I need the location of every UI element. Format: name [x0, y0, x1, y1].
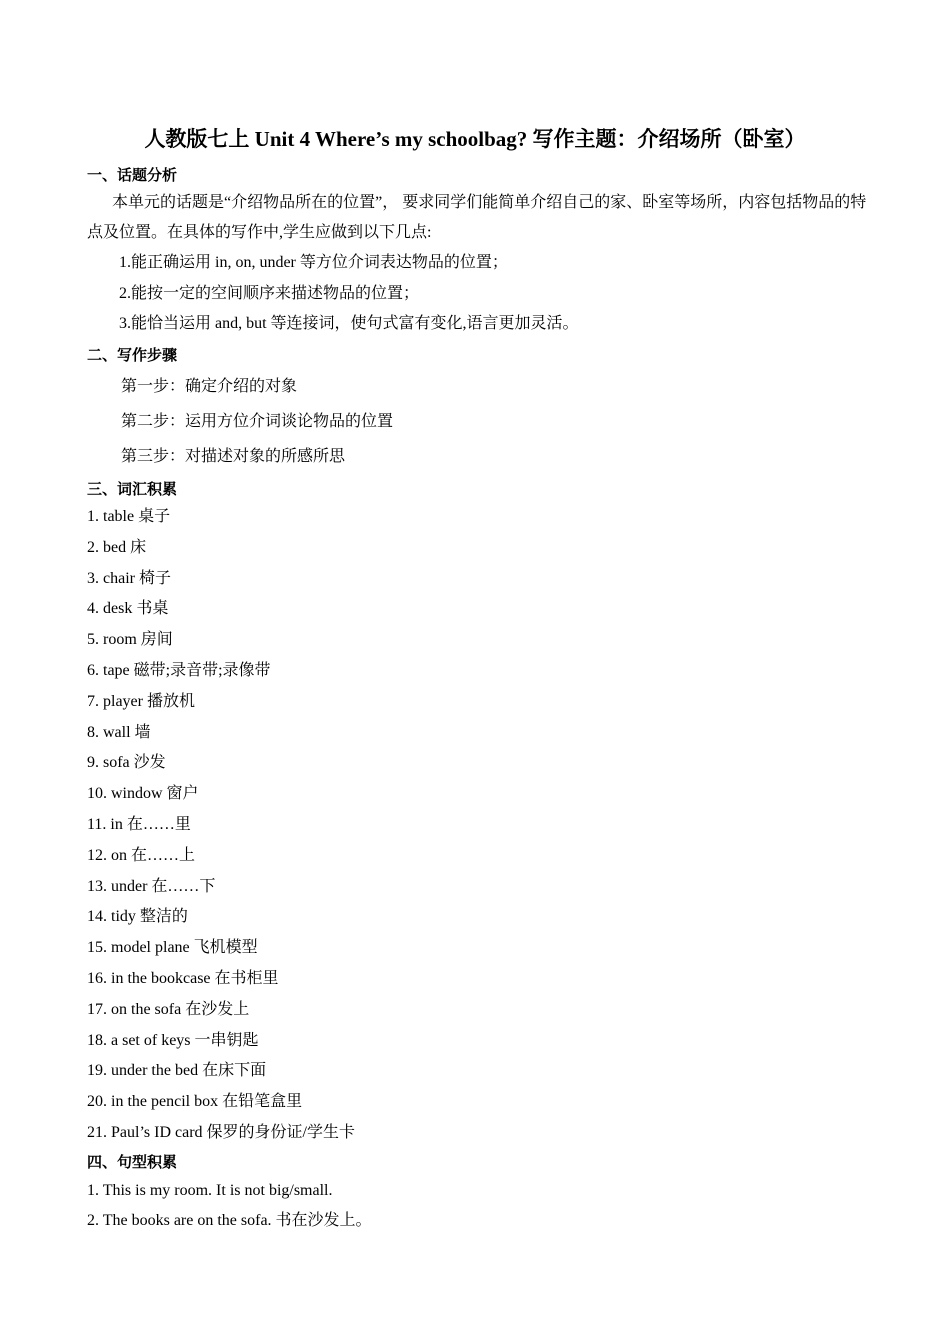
- section-heading-writing-steps: 二、写作步骤: [87, 346, 178, 364]
- vocab-item: 18. a set of keys 一串钥匙: [87, 1031, 259, 1049]
- document-title: 人教版七上 Unit 4 Where’s my schoolbag? 写作主题：介绍场所（卧室）: [144, 127, 806, 151]
- vocab-item: 2. bed 床: [87, 538, 147, 556]
- vocab-item: 9. sofa 沙发: [87, 754, 166, 772]
- vocab-item: 14. tidy 整洁的: [87, 908, 188, 926]
- vocabulary-list: [87, 506, 355, 1153]
- section-heading-topic-analysis: 一、话题分析: [87, 166, 178, 184]
- writing-step: 第三步：对描述对象的所感所思: [121, 448, 346, 465]
- vocab-item: 3. chair 椅子: [87, 569, 171, 587]
- vocab-item: 20. in the pencil box 在铅笔盒里: [87, 1093, 303, 1111]
- section-heading-vocabulary: 三、词汇积累: [87, 480, 178, 498]
- writing-step: 第一步：确定介绍的对象: [121, 378, 298, 395]
- vocab-item: 8. wall 墙: [87, 723, 151, 741]
- vocab-item: 21. Paul’s ID card 保罗的身份证/学生卡: [87, 1123, 355, 1141]
- vocab-item: 12. on 在……上: [87, 846, 196, 864]
- vocab-item: 1. table 桌子: [87, 508, 171, 525]
- vocab-item: 19. under the bed 在床下面: [87, 1062, 267, 1080]
- vocab-item: 7. player 播放机: [87, 692, 195, 710]
- writing-point: 3.能恰当运用 and, but 等连接词，使句式富有变化,语言更加灵活。: [119, 315, 579, 332]
- section-heading-sentence-patterns: 四、句型积累: [87, 1153, 178, 1171]
- vocab-item: 10. window 窗户: [87, 785, 199, 803]
- writing-point: 2.能按一定的空间顺序来描述物品的位置；: [119, 285, 420, 302]
- vocab-item: 13. under 在……下: [87, 877, 216, 895]
- vocab-item: 16. in the bookcase 在书柜里: [87, 969, 279, 987]
- vocab-item: 6. tape 磁带;录音带;录像带: [87, 661, 271, 679]
- writing-step: 第二步：运用方位介词谈论物品的位置: [121, 413, 394, 430]
- vocab-item: 4. desk 书桌: [87, 600, 169, 618]
- vocab-item: 5. room 房间: [87, 631, 173, 649]
- writing-point: 1.能正确运用 in, on, under 等方位介词表达物品的位置；: [119, 254, 508, 271]
- sentence-pattern: 2. The books are on the sofa. 书在沙发上。: [87, 1212, 372, 1229]
- sentence-pattern: 1. This is my room. It is not big/small.: [87, 1182, 333, 1199]
- vocab-item: 11. in 在……里: [87, 815, 191, 833]
- topic-analysis-paragraph: 本单元的话题是“介绍物品所在的位置”， 要求同学们能简单介绍自己的家、卧室等场所，内容包括物品的特点及位置。在具体的写作中,学生应做到以下几点:: [87, 194, 867, 241]
- vocab-item: 15. model plane 飞机模型: [87, 939, 258, 957]
- vocab-item: 17. on the sofa 在沙发上: [87, 1000, 250, 1018]
